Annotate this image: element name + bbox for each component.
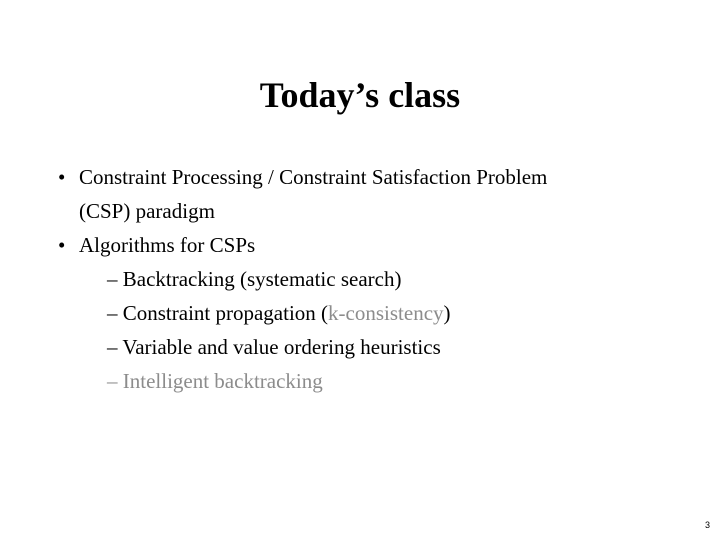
page-number: 3 xyxy=(704,520,710,530)
bullet-list xyxy=(58,160,678,398)
subitem-text: – Intelligent backtracking xyxy=(107,369,323,393)
subitem-intelligent-backtracking xyxy=(58,364,678,398)
subitem-ordering-heuristics xyxy=(58,330,678,364)
subitem-text: – Constraint propagation ( xyxy=(107,301,329,325)
slide-title: Today’s class xyxy=(259,75,461,115)
bullet-marker: • xyxy=(58,165,66,189)
subitem-highlight-text: k-consistency xyxy=(328,301,444,325)
subitem-text: – Backtracking (systematic search) xyxy=(107,267,402,291)
subitem-text: ) xyxy=(443,301,451,325)
bullet-continuation xyxy=(58,194,678,228)
subitem-text: – Variable and value ordering heuristics xyxy=(107,335,441,359)
bullet-marker: • xyxy=(58,233,66,257)
bullet-text: Constraint Processing / Constraint Satisfaction Problem xyxy=(79,165,548,189)
bullet-text: (CSP) paradigm xyxy=(79,199,215,223)
bullet-item-csp xyxy=(58,160,678,194)
subitem-backtracking xyxy=(58,262,678,296)
bullet-item-algorithms xyxy=(58,228,678,262)
subitem-constraint-propagation xyxy=(58,296,678,330)
bullet-text: Algorithms for CSPs xyxy=(79,233,256,257)
